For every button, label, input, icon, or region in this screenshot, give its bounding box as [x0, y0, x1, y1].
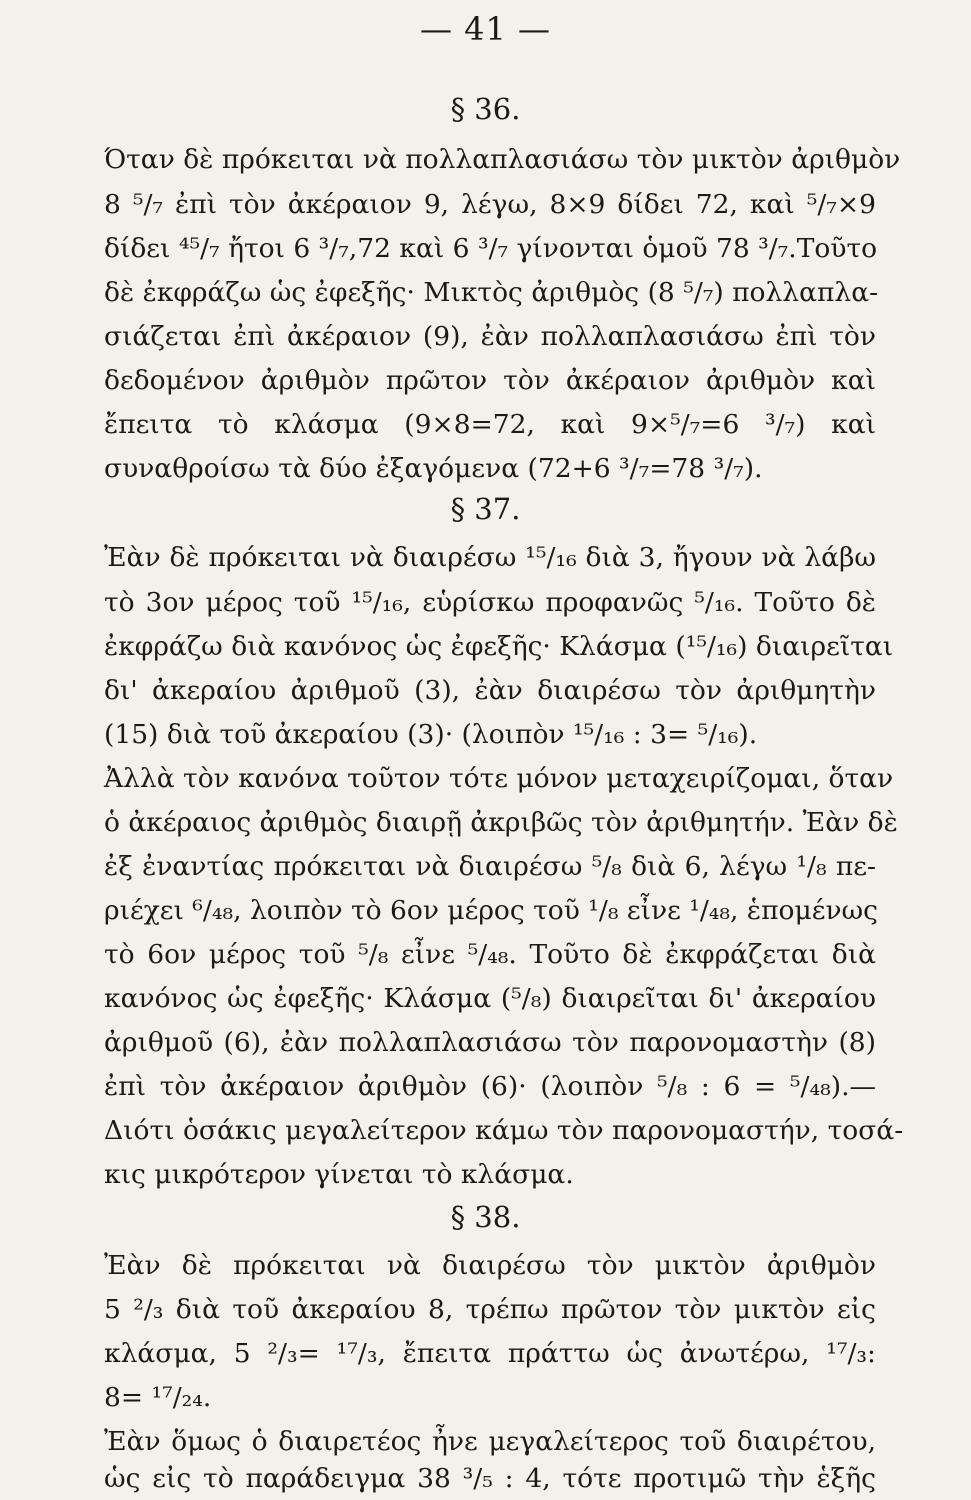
text-line: 8= ¹⁷/₂₄. [104, 1382, 212, 1413]
text-line: 5 ²/₃ διὰ τοῦ ἀκεραίου 8, τρέπω πρῶτον τὸν μικτὸν εἰς [104, 1294, 876, 1325]
text-line: ἐκφράζω διὰ κανόνος ὡς ἐφεξῆς· Κλάσμα (¹⁵/₁₆) διαιρεῖται [104, 631, 894, 662]
text-line: ὡς εἰς τὸ παράδειγμα 38 ³/₅ : 4, τότε προτιμῶ τὴν ἑξῆς [104, 1463, 876, 1494]
text-line: κλάσμα, 5 ²/₃= ¹⁷/₃, ἔπειτα πράττω ὡς ἀνωτέρω, ¹⁷/₃: [104, 1338, 876, 1369]
text-line: δίδει ⁴⁵/₇ ἤτοι 6 ³/₇,72 καὶ 6 ³/₇ γίνονται ὁμοῦ 78 ³/₇.Τοῦτο [104, 233, 878, 264]
text-line: δεδομένον ἀριθμὸν πρῶτον τὸν ἀκέραιον ἀριθμὸν καὶ [104, 365, 876, 396]
text-line: ἐξ ἐναντίας πρόκειται νὰ διαιρέσω ⁵/₈ διὰ 6, λέγω ¹/₈ πε- [104, 851, 876, 882]
text-line: Όταν δὲ πρόκειται νὰ πολλαπλασιάσω τὸν μικτὸν ἀριθμὸν [104, 144, 901, 175]
text-line: κανόνος ὡς ἐφεξῆς· Κλάσμα (⁵/₈) διαιρεῖται δι' ἀκεραίου [104, 983, 876, 1014]
text-line: Ἐὰν δὲ πρόκειται νὰ διαιρέσω τὸν μικτὸν ἀριθμὸν [104, 1250, 876, 1281]
section-heading: § 37. [450, 492, 521, 526]
text-line: ἔπειτα τὸ κλάσμα (9×8=72, καὶ 9×⁵/₇=6 ³/₇) καὶ [104, 409, 876, 440]
text-line: ἀριθμοῦ (6), ἐὰν πολλαπλασιάσω τὸν παρονομαστὴν (8) [104, 1027, 876, 1058]
section-heading: § 38. [450, 1200, 521, 1234]
text-line: σιάζεται ἐπὶ ἀκέραιον (9), ἐὰν πολλαπλασιάσω ἐπὶ τὸν [104, 321, 876, 352]
section-heading: § 36. [450, 92, 521, 126]
page-number-header: — 41 — [419, 10, 552, 48]
text-line: Διότι ὁσάκις μεγαλείτερον κάμω τὸν παρονομαστήν, τοσά- [104, 1115, 904, 1146]
text-line: Ἐὰν δὲ πρόκειται νὰ διαιρέσω ¹⁵/₁₆ διὰ 3, ἤγουν νὰ λάβω [104, 542, 876, 573]
text-line: (15) διὰ τοῦ ἀκεραίου (3)· (λοιπὸν ¹⁵/₁₆ : 3= ⁵/₁₆). [104, 719, 758, 750]
text-line: κις μικρότερον γίνεται τὸ κλάσμα. [104, 1159, 574, 1190]
text-line: ὁ ἀκέραιος ἀριθμὸς διαιρῇ ἀκριβῶς τὸν ἀριθμητήν. Ἐὰν δὲ [104, 807, 898, 838]
text-line: 8 ⁵/₇ ἐπὶ τὸν ἀκέραιον 9, λέγω, 8×9 δίδει 72, καὶ ⁵/₇×9 [104, 189, 876, 220]
text-line: συναθροίσω τὰ δύο ἐξαγόμενα (72+6 ³/₇=78 ³/₇). [104, 453, 763, 484]
text-line: Ἀλλὰ τὸν κανόνα τοῦτον τότε μόνον μεταχειρίζομαι, ὅταν [104, 763, 894, 794]
text-line: δι' ἀκεραίου ἀριθμοῦ (3), ἐὰν διαιρέσω τὸν ἀριθμητὴν [104, 675, 876, 706]
text-line: τὸ 6ον μέρος τοῦ ⁵/₈ εἶνε ⁵/₄₈. Τοῦτο δὲ ἐκφράζεται διὰ [104, 939, 876, 970]
text-line: ἐπὶ τὸν ἀκέραιον ἀριθμὸν (6)· (λοιπὸν ⁵/₈ : 6 = ⁵/₄₈).— [104, 1071, 876, 1102]
text-line: ριέχει ⁶/₄₈, λοιπὸν τὸ 6ον μέρος τοῦ ¹/₈ εἶνε ¹/₄₈, ἑπομένως [104, 895, 878, 926]
text-line: τὸ 3ον μέρος τοῦ ¹⁵/₁₆, εὑρίσκω προφανῶς ⁵/₁₆. Τοῦτο δὲ [104, 587, 876, 618]
text-line: δὲ ἐκφράζω ὡς ἐφεξῆς· Μικτὸς ἀριθμὸς (8 ⁵/₇) πολλαπλα- [104, 277, 879, 308]
text-line: Ἐὰν ὅμως ὁ διαιρετέος ἦνε μεγαλείτερος τοῦ διαιρέτου, [104, 1426, 876, 1457]
